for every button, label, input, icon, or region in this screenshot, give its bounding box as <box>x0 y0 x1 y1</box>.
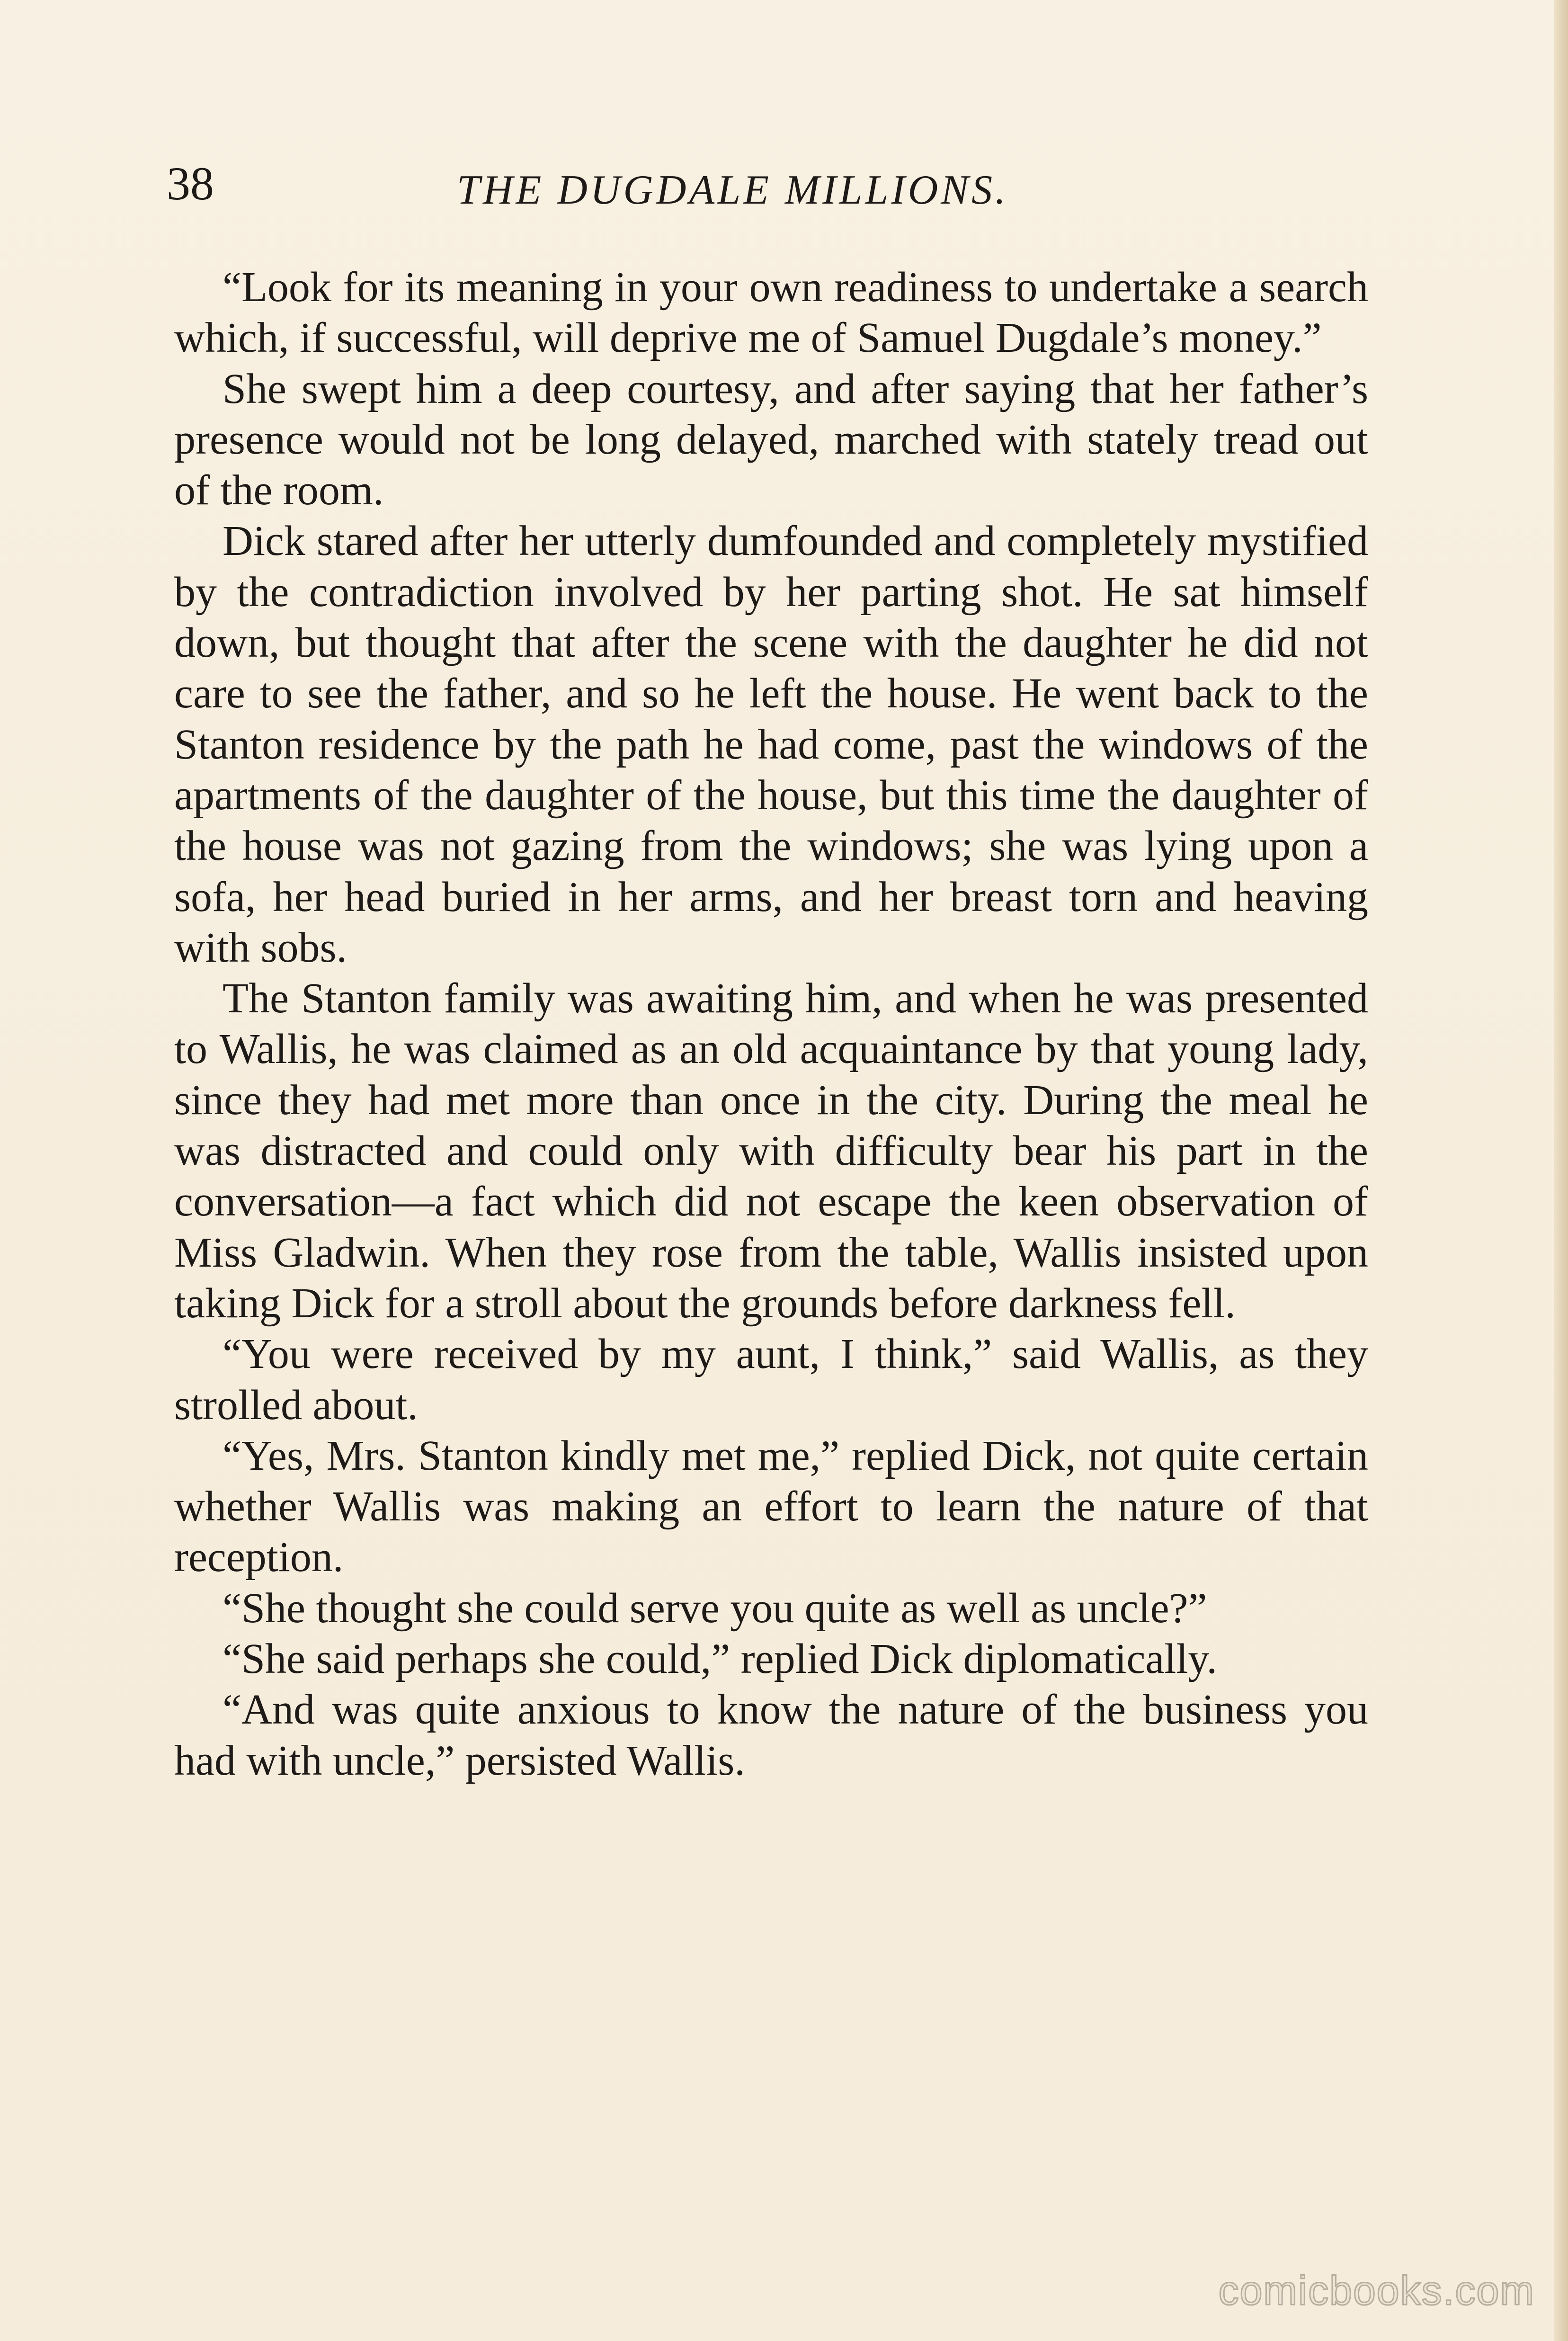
watermark: comicbooks.com <box>1218 2268 1535 2314</box>
paragraph: She swept him a deep courtesy, and after saying that her father’s presence would not be long delayed, marched with stately tread out of the room. <box>174 365 1368 514</box>
paragraph: “You were received by my aunt, I think,” said Wallis, as they strolled about. <box>174 1331 1368 1429</box>
body-text <box>174 262 1368 1786</box>
paragraph: “Look for its meaning in your own readiness to undertake a search which, if successful, will deprive me of Samuel Dugdale’s money.” <box>174 264 1368 362</box>
running-title: THE DUGDALE MILLIONS. <box>457 167 1008 213</box>
page-number: 38 <box>167 157 214 210</box>
paragraph: Dick stared after her utterly dumfounded and completely mystified by the contradiction involved by her parting shot. He sat himself down, but thought that after the scene with the daughter he did not care to see the father, and so he left the house. He went back to the Stanton residence by the path he had come, past the windows of the apartments of the daughter of the house, but this time the daughter of the house was not gazing from the windows; she was lying upon a sofa, her head buried in her arms, and her breast torn and heaving with sobs. <box>174 518 1368 971</box>
paragraph: “And was quite anxious to know the nature of the business you had with uncle,” persisted Wallis. <box>174 1686 1368 1784</box>
paragraph: “Yes, Mrs. Stanton kindly met me,” replied Dick, not quite certain whether Wallis was making an effort to learn the nature of that reception. <box>174 1432 1368 1581</box>
paragraph: “She thought she could serve you quite as well as uncle?” <box>223 1584 1207 1632</box>
paragraph: “She said perhaps she could,” replied Dick diplomatically. <box>223 1635 1218 1683</box>
page-edge-shadow <box>1554 0 1568 2341</box>
paragraph: The Stanton family was awaiting him, and when he was presented to Wallis, he was claimed as an old acquaintance by that young lady, since they had met more than once in the city. During the meal he was distracted and could only with difficulty bear his part in the conversation—a fact which did not escape the keen observation of Miss Gladwin. When they rose from the table, Wallis insisted upon taking Dick for a stroll about the grounds before darkness fell. <box>174 975 1368 1327</box>
